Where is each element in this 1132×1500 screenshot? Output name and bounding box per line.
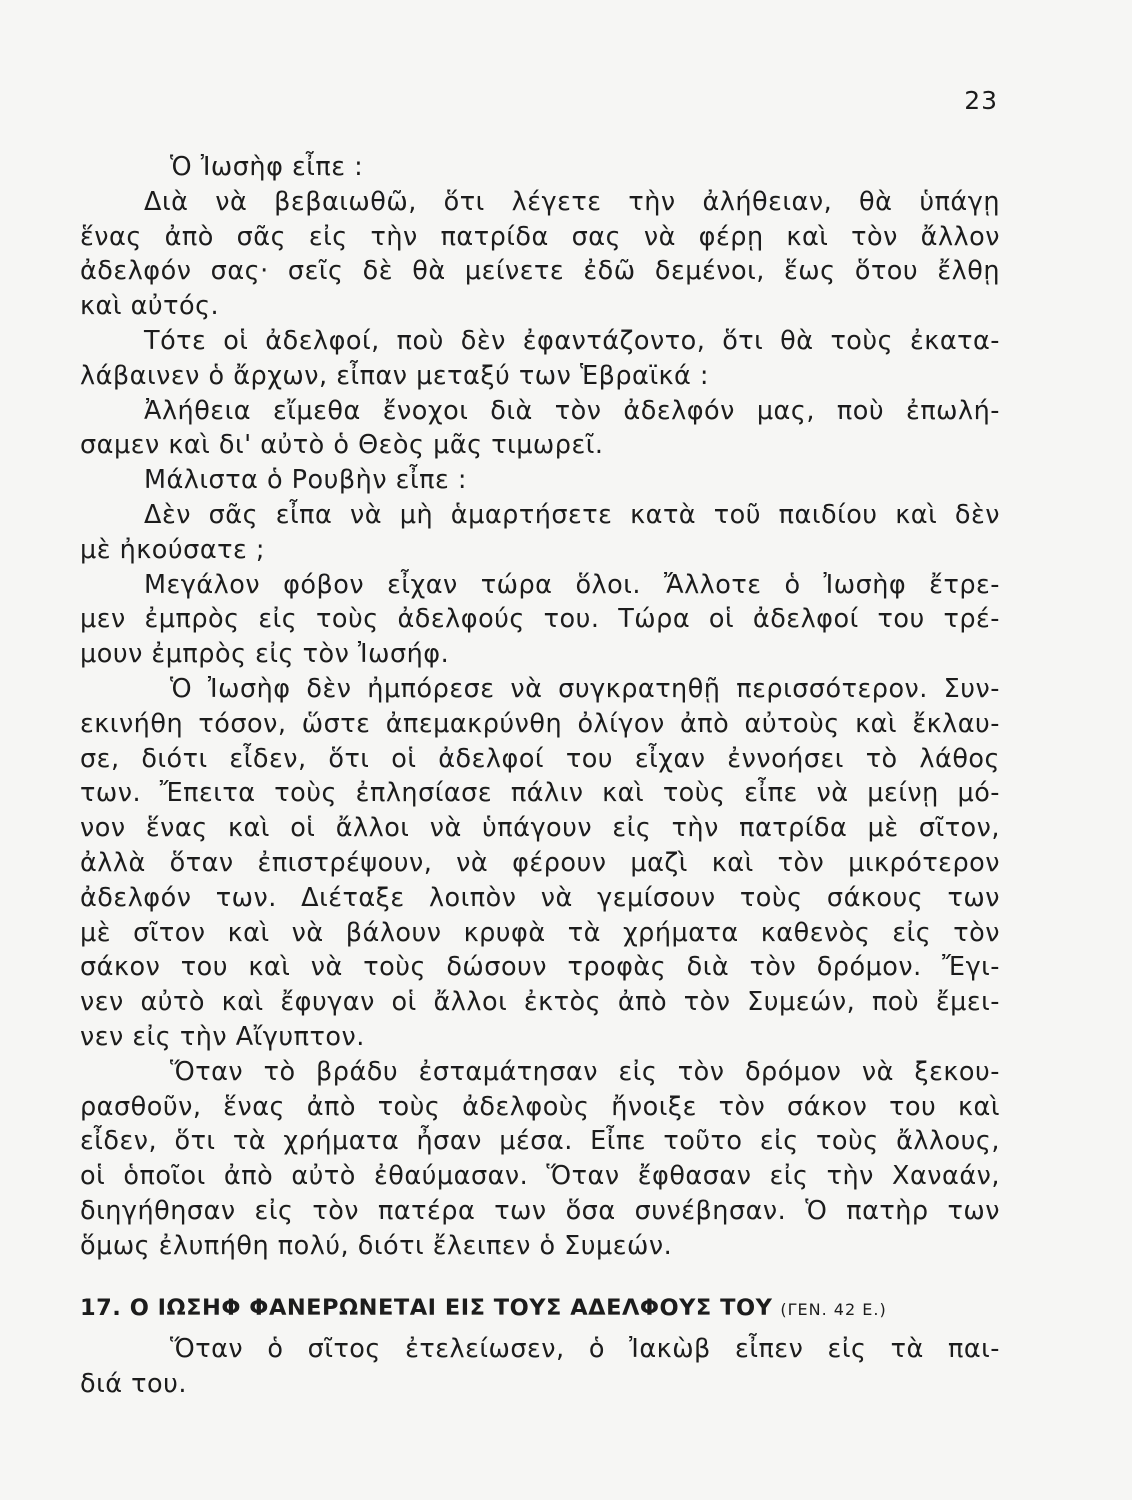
section-heading-reference: (ΓΕΝ. 42 Ε.) — [780, 1300, 887, 1319]
paragraph-line: Ἀλήθεια εἴμεθα ἔνοχοι διὰ τὸν ἀδελφόν μας, ποὺ ἐπωλή- — [144, 395, 1000, 426]
section-heading — [80, 1290, 1000, 1326]
paragraph-line: Τότε οἱ ἀδελφοί, ποὺ δὲν ἐφαντάζοντο, ὅτι θὰ τοὺς ἐκατα- — [144, 325, 1000, 356]
paragraph-line: ἀδελφόν των. Διέταξε λοιπὸν νὰ γεμίσουν τοὺς σάκους των — [80, 882, 1000, 913]
paragraph-line: Μεγάλον φόβον εἶχαν τώρα ὅλοι. Ἄλλοτε ὁ Ἰωσὴφ ἔτρε- — [144, 569, 1000, 600]
section-heading-title: 17. Ο ΙΩΣΗΦ ΦΑΝΕΡΩΝΕΤΑΙ ΕΙΣ ΤΟΥΣ ΑΔΕΛΦΟΥΣ ΤΟΥ — [80, 1295, 773, 1321]
paragraph-line: νεν εἰς τὴν Αἴγυπτον. — [80, 1021, 365, 1052]
paragraph-line: ἀδελφόν σας· σεῖς δὲ θὰ μείνετε ἐδῶ δεμένοι, ἕως ὅτου ἔλθῃ — [80, 256, 1000, 287]
paragraph-line: Δὲν σᾶς εἶπα νὰ μὴ ἁμαρτήσετε κατὰ τοῦ παιδίου καὶ δὲν — [144, 499, 1000, 530]
paragraph-line: μουν ἐμπρὸς εἰς τὸν Ἰωσήφ. — [80, 639, 450, 670]
paragraph-line: Ὅταν ὁ σῖτος ἐτελείωσεν, ὁ Ἰακὼβ εἶπεν εἰς τὰ παι- — [170, 1334, 1000, 1364]
paragraph-line: εἶδεν, ὅτι τὰ χρήματα ἦσαν μέσα. Εἶπε τοῦτο εἰς τοὺς ἄλλους, — [80, 1126, 1000, 1157]
paragraph-line: καὶ αὐτός. — [80, 291, 220, 322]
section-body-text — [80, 1332, 1000, 1402]
paragraph-line: διά του. — [80, 1368, 187, 1399]
paragraph-line: ρασθοῦν, ἕνας ἀπὸ τοὺς ἀδελφοὺς ἤνοιξε τὸν σάκον του καὶ — [80, 1091, 1000, 1122]
paragraph-line: Διὰ νὰ βεβαιωθῶ, ὅτι λέγετε τὴν ἀλήθειαν, θὰ ὑπάγῃ — [144, 186, 1000, 217]
paragraph-line: Μάλιστα ὁ Ρουβὴν εἶπε : — [144, 465, 467, 496]
paragraph-line: μὲ σῖτον καὶ νὰ βάλουν κρυφὰ τὰ χρήματα καθενὸς εἰς τὸν — [80, 917, 1000, 948]
paragraph-line: ἕνας ἀπὸ σᾶς εἰς τὴν πατρίδα σας νὰ φέρῃ καὶ τὸν ἄλλον — [80, 221, 1000, 252]
paragraph-line: Ὁ Ἰωσὴφ δὲν ἠμπόρεσε νὰ συγκρατηθῇ περισσότερον. Συν- — [170, 673, 1000, 704]
paragraph-line: σάκον του καὶ νὰ τοὺς δώσουν τροφὰς διὰ τὸν δρόμον. Ἔγι- — [80, 952, 1000, 983]
paragraph-line: νον ἕνας καὶ οἱ ἄλλοι νὰ ὑπάγουν εἰς τὴν πατρίδα μὲ σῖτον, — [80, 813, 1000, 844]
paragraph-line: Ὁ Ἰωσὴφ εἶπε : — [170, 152, 364, 182]
paragraph-line: μὲ ἠκούσατε ; — [80, 534, 265, 565]
paragraph-line: σαμεν καὶ δι' αὐτὸ ὁ Θεὸς μᾶς τιμωρεῖ. — [80, 430, 604, 461]
paragraph-line: οἱ ὁποῖοι ἀπὸ αὐτὸ ἐθαύμασαν. Ὅταν ἔφθασαν εἰς τὴν Χαναάν, — [80, 1161, 1000, 1192]
paragraph-line: σε, διότι εἶδεν, ὅτι οἱ ἀδελφοί του εἶχαν ἐννοήσει τὸ λάθος — [80, 743, 1000, 774]
paragraph-line: εκινήθη τόσον, ὥστε ἀπεμακρύνθη ὀλίγον ἀπὸ αὐτοὺς καὶ ἔκλαυ- — [80, 708, 1000, 739]
paragraph-line: Ὅταν τὸ βράδυ ἐσταμάτησαν εἰς τὸν δρόμον νὰ ξεκου- — [170, 1056, 1000, 1087]
paragraph-line: ὅμως ἐλυπήθη πολύ, διότι ἔλειπεν ὁ Συμεών. — [80, 1230, 673, 1261]
paragraph-line: νεν αὐτὸ καὶ ἔφυγαν οἱ ἄλλοι ἐκτὸς ἀπὸ τὸν Συμεών, ποὺ ἔμει- — [80, 987, 1000, 1018]
paragraph-line: διηγήθησαν εἰς τὸν πατέρα των ὅσα συνέβησαν. Ὁ πατὴρ των — [80, 1195, 1000, 1226]
page-number: 23 — [964, 86, 998, 115]
paragraph-line: ἀλλὰ ὅταν ἐπιστρέψουν, νὰ φέρουν μαζὶ καὶ τὸν μικρότερον — [80, 847, 1000, 878]
paragraph-line: μεν ἐμπρὸς εἰς τοὺς ἀδελφούς του. Τώρα οἱ ἀδελφοί του τρέ- — [80, 604, 1000, 635]
paragraph-line: λάβαινεν ὁ ἄρχων, εἶπαν μεταξύ των Ἑβραϊκά : — [80, 360, 710, 391]
body-text — [80, 150, 1000, 1264]
paragraph-line: των. Ἔπειτα τοὺς ἐπλησίασε πάλιν καὶ τοὺς εἶπε νὰ μείνῃ μό- — [80, 778, 1000, 809]
